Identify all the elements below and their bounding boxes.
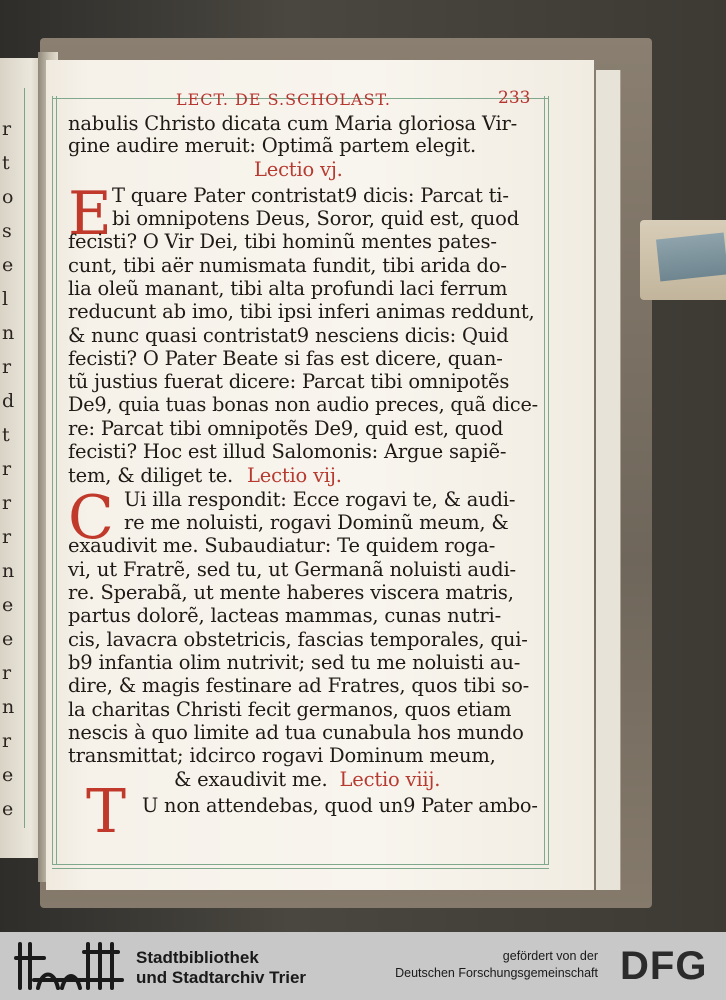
text-line: vi, ut Fratrẽ, sed tu, ut Germanã noluisti audi- bbox=[68, 558, 516, 581]
text-line: bi omnipotens Deus, Soror, quid est, quod bbox=[112, 207, 519, 230]
left-page-fragment: t bbox=[2, 424, 10, 446]
drop-cap-e: E bbox=[68, 179, 112, 249]
text-line: Ui illa respondit: Ecce rogavi te, & audi- bbox=[124, 488, 516, 511]
text-line: partus dolorẽ, lacteas mammas, cunas nutri- bbox=[68, 604, 501, 627]
frame-rule-right-inner bbox=[544, 96, 545, 864]
text-line: fecisti? O Pater Beate si fas est dicere, quan- bbox=[68, 347, 503, 370]
text-line: U non attendebas, quod un9 Pater ambo- bbox=[142, 794, 538, 817]
drop-cap-c: C bbox=[68, 483, 114, 553]
left-page-fragment: n bbox=[2, 322, 15, 344]
text-line: nescis à quo limite ad tua cunabula hos mundo bbox=[68, 721, 524, 744]
footer-bar bbox=[0, 932, 726, 1000]
text-line bbox=[174, 768, 440, 791]
text-line: exaudivit me. Subaudiatur: Te quidem roga- bbox=[68, 534, 496, 557]
text-line: dire, & magis festinare ad Fratres, quos tibi so- bbox=[68, 674, 530, 697]
text-line: tũ justius fuerat dicere: Parcat tibi omnipotẽs bbox=[68, 370, 510, 393]
left-page-fragment: r bbox=[2, 458, 12, 480]
left-page-fragment: n bbox=[2, 696, 15, 718]
text-line: T quare Pater contristat9 dicis: Parcat ti- bbox=[112, 184, 509, 207]
text-line: lia oleũ manant, tibi alta profundi laci ferrum bbox=[68, 277, 508, 300]
text-line: transmittat; idcirco rogavi Dominum meum, bbox=[68, 744, 496, 767]
left-page-fragment: l bbox=[2, 288, 9, 310]
left-page-fragment: o bbox=[2, 186, 14, 208]
left-page-fragment: n bbox=[2, 560, 15, 582]
left-page-fragment: r bbox=[2, 526, 12, 548]
text-line: cunt, tibi aër numismata fundit, tibi arida do- bbox=[68, 254, 507, 277]
left-page-fragment: e bbox=[2, 254, 14, 276]
lectio-vii-heading: Lectio vij. bbox=[247, 464, 342, 487]
text-line: & nunc quasi contristat9 nesciens dicis: Quid bbox=[68, 324, 509, 347]
frame-rule-bottom-outer bbox=[52, 868, 549, 869]
drop-cap-t: T bbox=[86, 777, 127, 847]
right-page bbox=[46, 60, 594, 890]
running-head: LECT. DE S.SCHOLAST. bbox=[176, 90, 391, 109]
institution-line-1: Stadtbibliothek bbox=[136, 948, 259, 967]
left-page-frame-rule bbox=[24, 88, 25, 828]
left-page-fragment: e bbox=[2, 594, 14, 616]
left-page-fragment: r bbox=[2, 730, 12, 752]
dfg-logo: DFG bbox=[620, 944, 708, 988]
funding-note bbox=[395, 948, 598, 982]
text-line: re. Sperabã, ut mente haberes viscera matris, bbox=[68, 581, 514, 604]
lectio-vii-last-line: & exaudivit me. bbox=[174, 768, 328, 791]
folio-number: 233 bbox=[498, 88, 531, 108]
text-line: De9, quia tuas bonas non audio preces, quã dice- bbox=[68, 393, 538, 416]
text-line: gine audire meruit: Optimã partem elegit. bbox=[68, 134, 476, 157]
text-line: re: Parcat tibi omnipotẽs De9, quid est, quod bbox=[68, 417, 504, 440]
text-line: b9 infantia olim nutrivit; sed tu me noluisti au- bbox=[68, 651, 521, 674]
left-page-fragment: r bbox=[2, 662, 12, 684]
bookmark-tab bbox=[640, 220, 726, 300]
text-line: nabulis Christo dicata cum Maria gloriosa Vir- bbox=[68, 112, 518, 135]
left-page-fragment: t bbox=[2, 152, 10, 174]
frame-rule-left-outer bbox=[52, 96, 53, 864]
lectio-vi-heading: Lectio vj. bbox=[254, 158, 343, 181]
lectio-vi-last-line: tem, & diliget te. bbox=[68, 464, 234, 487]
bookmark-strip bbox=[656, 233, 726, 282]
left-page-fragment: s bbox=[2, 220, 12, 242]
left-page-fragment: e bbox=[2, 798, 14, 820]
frame-rule-left-inner bbox=[56, 96, 57, 864]
frame-rule-bottom-inner bbox=[52, 864, 549, 865]
left-page-fragment: r bbox=[2, 492, 12, 514]
text-line: la charitas Christi fecit germanos, quos etiam bbox=[68, 698, 512, 721]
text-line: cis, lavacra obstetricis, fascias temporales, qui- bbox=[68, 628, 528, 651]
text-line: fecisti? O Vir Dei, tibi hominũ mentes pates- bbox=[68, 230, 497, 253]
text-line: reducunt ab imo, tibi ipsi inferi animas reddunt, bbox=[68, 300, 535, 323]
institution-name bbox=[136, 948, 306, 988]
funding-line-2: Deutschen Forschungsgemeinschaft bbox=[395, 966, 598, 980]
library-logo-icon bbox=[14, 940, 126, 992]
left-page-fragment: d bbox=[2, 390, 15, 412]
text-line: fecisti? Hoc est illud Salomonis: Argue sapiẽ- bbox=[68, 440, 507, 463]
funding-line-1: gefördert von der bbox=[502, 949, 598, 963]
institution-line-2: und Stadtarchiv Trier bbox=[136, 968, 307, 987]
left-page-fragment: e bbox=[2, 764, 14, 786]
left-page-fragment: e bbox=[2, 628, 14, 650]
page-edge bbox=[614, 70, 621, 890]
lectio-viii-heading: Lectio viij. bbox=[339, 768, 441, 791]
left-page-fragment: r bbox=[2, 118, 12, 140]
frame-rule-right-outer bbox=[548, 96, 549, 864]
left-page-fragment: r bbox=[2, 356, 12, 378]
text-line: re me noluisti, rogavi Dominũ meum, & bbox=[124, 511, 509, 534]
